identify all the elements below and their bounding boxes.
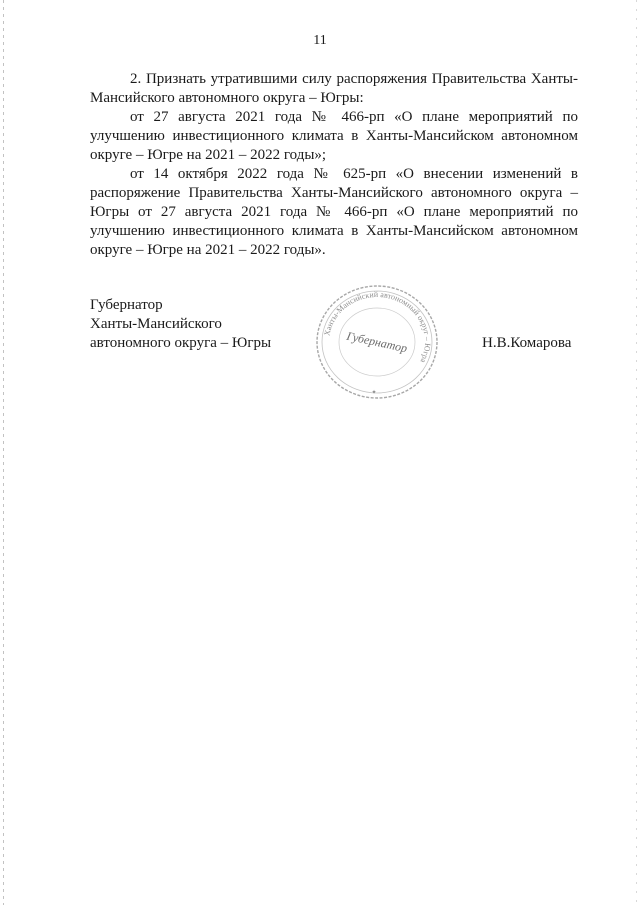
paragraph-order-625: от 14 октября 2022 года № 625-рп «О внесении изменений в распоряжение Правительства Ханты-Мансийского автономного округа – Югры от 27 августа 2021 года № 466-рп «О плане мероприятий по улучшению инвестиционного климата в Ханты-Мансийском автономном округе – Югре на 2021 – 2022 годы». [90, 166, 578, 258]
signer-name: Н.В.Комарова [482, 335, 572, 351]
paragraph-order-466: от 27 августа 2021 года № 466-рп «О плане мероприятий по улучшению инвестиционного климата в Ханты-Мансийском автономном округе – Югре на 2021 – 2022 годы»; [90, 109, 578, 163]
signature-title-block [90, 296, 271, 353]
official-seal-stamp [312, 282, 442, 402]
paragraph-item-2: 2. Признать утратившими силу распоряжения Правительства Ханты-Мансийского автономного округа – Югры: [90, 71, 578, 106]
seal-center-text: Губернатор [345, 328, 409, 356]
signature-title-line: Губернатор [90, 297, 163, 313]
signature-title-line: автономного округа – Югры [90, 335, 272, 351]
page-number: 11 [313, 33, 327, 48]
scan-edge-right [636, 0, 637, 905]
signature-title-line: Ханты-Мансийского [90, 316, 222, 332]
scan-edge-left [3, 0, 4, 905]
seal-star-icon: ✦ [371, 390, 377, 396]
seal-ring-text: Ханты-Мансийский автономный округ – Югра [322, 289, 433, 365]
document-body [90, 70, 578, 260]
